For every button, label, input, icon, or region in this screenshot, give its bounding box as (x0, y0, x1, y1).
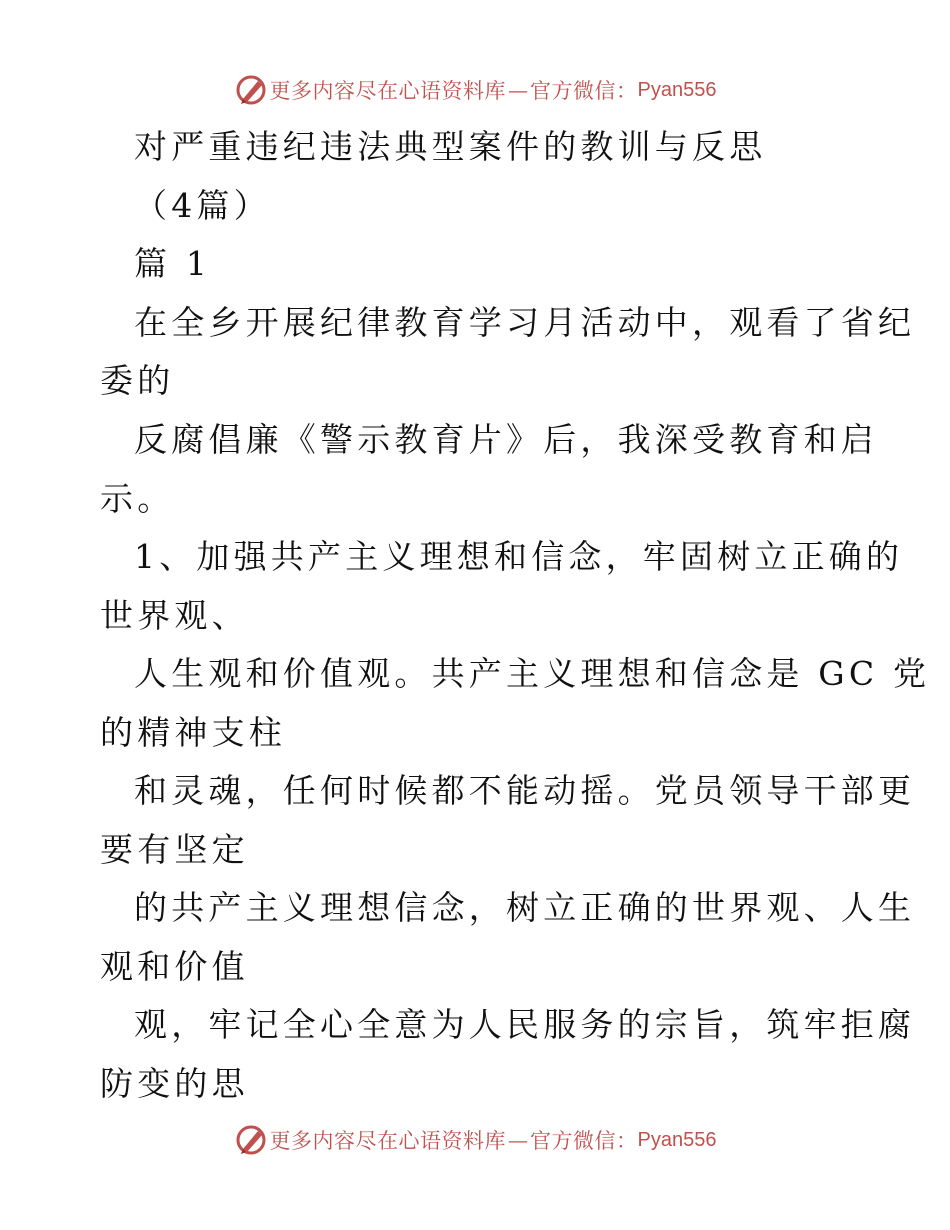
paragraph-line: 的共产主义理想信念，树立正确的世界观、人生 (134, 888, 916, 927)
watermark-contact-id: Pyan556 (637, 78, 717, 101)
watermark-brand-text: 更多内容尽在心语资料库 (269, 1129, 507, 1153)
watermark-contact-label: 官方微信： (530, 79, 638, 103)
paragraph-line: 在全乡开展纪律教育学习月活动中，观看了省纪 (134, 303, 916, 342)
paragraph-line: 世界观、 (100, 596, 249, 635)
section-heading: 篇 1 (134, 244, 212, 283)
document-title: 对严重违纪违法典型案件的教训与反思 (134, 127, 767, 166)
pen-logo-icon (234, 73, 268, 107)
paragraph-line: 观，牢记全心全意为人民服务的宗旨，筑牢拒腐 (134, 1005, 916, 1044)
header-watermark (0, 68, 950, 112)
paragraph-line: 和灵魂，任何时候都不能动摇。党员领导干部更 (134, 771, 916, 810)
paragraph-line: 要有坚定 (100, 830, 249, 869)
watermark-contact-label: 官方微信： (530, 1129, 638, 1153)
watermark-separator: — (508, 1128, 529, 1152)
paragraph-line: 防变的思 (100, 1064, 249, 1103)
pen-logo-icon (234, 1123, 268, 1157)
watermark-contact-id: Pyan556 (637, 1128, 717, 1151)
paragraph-line: 1、加强共产主义理想和信念，牢固树立正确的 (134, 537, 904, 576)
watermark-brand-text: 更多内容尽在心语资料库 (269, 79, 507, 103)
watermark-separator: — (508, 78, 529, 102)
document-title-count: （4篇） (134, 186, 271, 225)
paragraph-line: 反腐倡廉《警示教育片》后，我深受教育和启 (134, 420, 878, 459)
footer-watermark (0, 1118, 950, 1162)
paragraph-line: 委的 (100, 361, 175, 400)
paragraph-line: 观和价值 (100, 947, 249, 986)
paragraph-line: 的精神支柱 (100, 713, 286, 752)
paragraph-line: 示。 (100, 479, 175, 518)
paragraph-line: 人生观和价值观。共产主义理想和信念是 GC 党 (134, 654, 931, 693)
